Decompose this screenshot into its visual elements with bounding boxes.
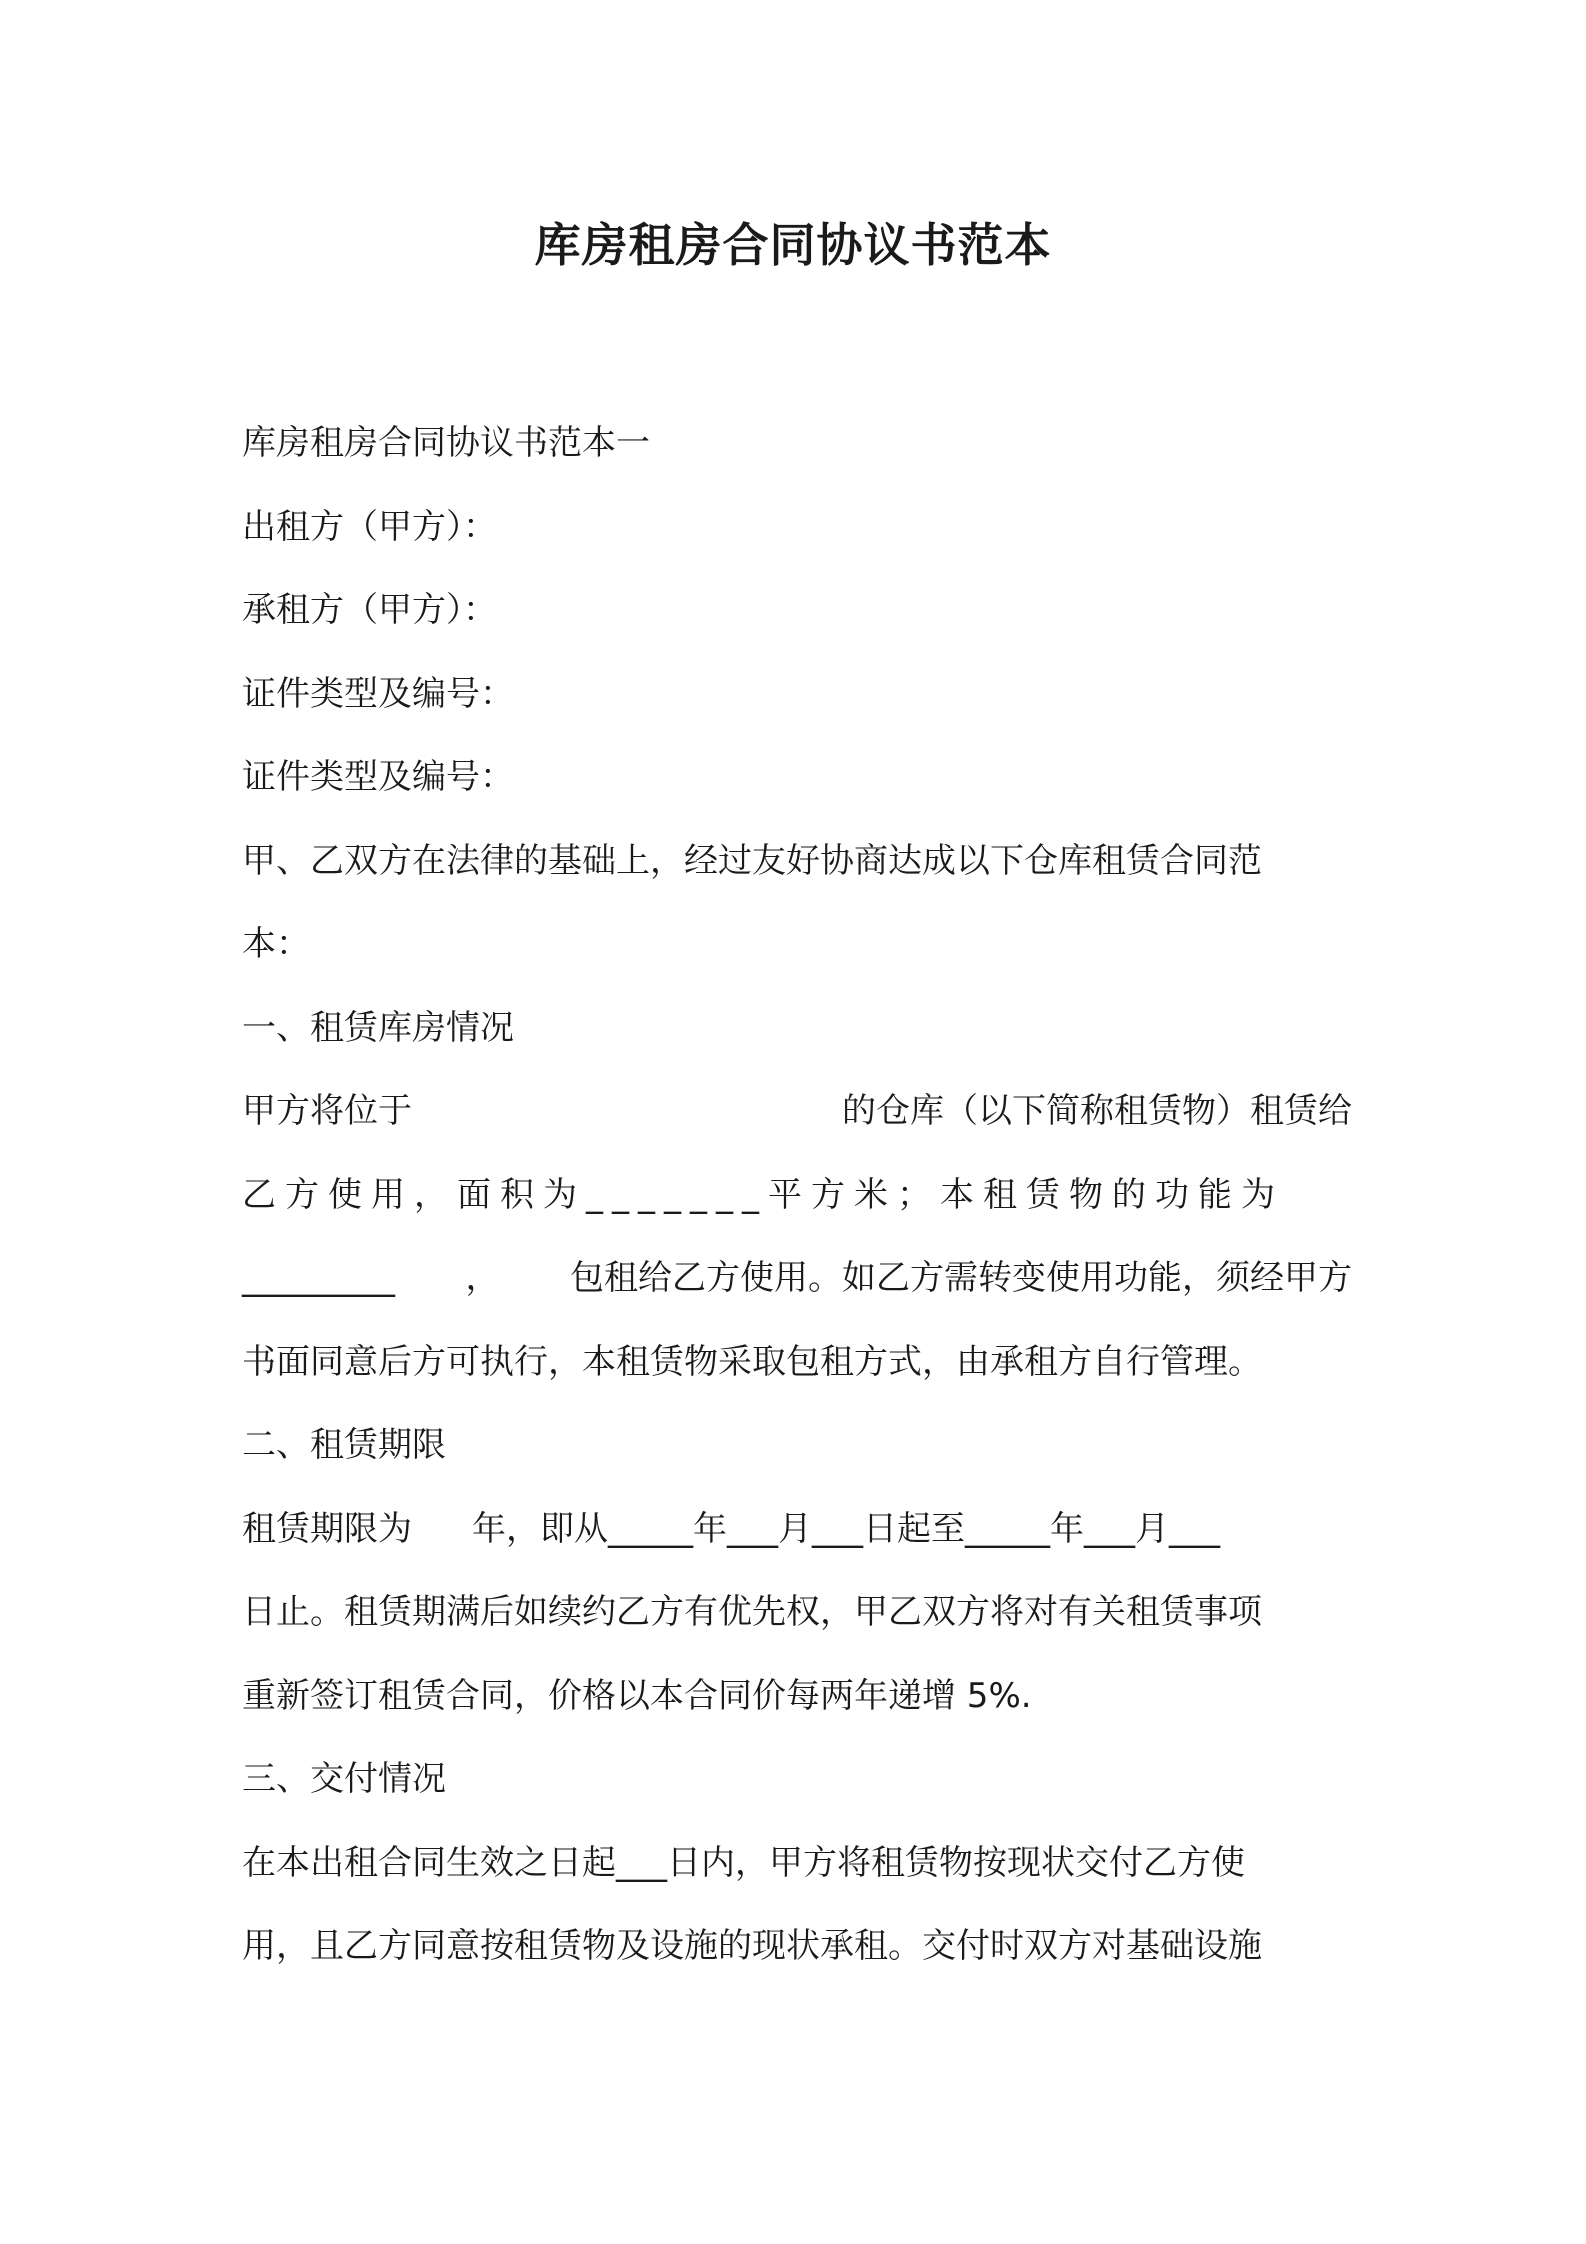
id-type-field-2: 证件类型及编号： <box>242 757 514 797</box>
clause-1-line-1-start: 甲方将位于 <box>242 1091 412 1131</box>
preamble-line-2: 本： <box>242 924 310 964</box>
clause-1-line-2: 乙方使用，面积为_______平方米；本租赁物的功能为 <box>242 1174 1284 1215</box>
id-type-field-1: 证件类型及编号： <box>242 673 514 714</box>
preamble-line-1: 甲、乙双方在法律的基础上，经过友好协商达成以下仓库租赁合同范 <box>242 840 1262 881</box>
function-blank: _________ <box>242 1258 395 1298</box>
section-heading-1: 一、租赁库房情况 <box>242 1007 514 1048</box>
clause-2-line-2: 日止。租赁期满后如续约乙方有优先权，甲乙双方将对有关租赁事项 <box>242 1592 1262 1632</box>
document-title: 库房租房合同协议书范本 <box>534 218 1052 272</box>
clause-3-line-1: 在本出租合同生效之日起___日内，甲方将租赁物按现状交付乙方使 <box>242 1842 1245 1883</box>
clause-1-line-3-comma: ， <box>465 1258 500 1298</box>
clause-1-line-4: 书面同意后方可执行，本租赁物采取包租方式，由承租方自行管理。 <box>242 1341 1262 1382</box>
lease-term-label: 租赁期限为 <box>242 1508 412 1549</box>
document-body <box>242 402 1352 1989</box>
clause-1-line-3-rest: 包租给乙方使用。如乙方需转变使用功能，须经甲方 <box>570 1258 1352 1298</box>
section-heading-3: 三、交付情况 <box>242 1759 446 1799</box>
lessee-field: 承租方（甲方）： <box>242 590 497 630</box>
clause-3-line-2: 用，且乙方同意按租赁物及设施的现状承租。交付时双方对基础设施 <box>242 1926 1262 1966</box>
section-heading-2: 二、租赁期限 <box>242 1425 446 1465</box>
clause-1-line-1 <box>242 1070 1352 1154</box>
clause-1-line-3 <box>242 1237 1352 1321</box>
section-heading-sample-one: 库房租房合同协议书范本一 <box>242 423 650 463</box>
lease-term-dates: 年，即从_____年___月___日起至_____年___月___ <box>472 1508 1220 1549</box>
clause-1-line-1-end: 的仓库（以下简称租赁物）租赁给 <box>842 1091 1352 1131</box>
lessor-field: 出租方（甲方）： <box>242 506 497 547</box>
clause-2-line-3: 重新签订租赁合同，价格以本合同价每两年递增 5%. <box>242 1675 1032 1716</box>
clause-2-line-1 <box>242 1488 1352 1572</box>
